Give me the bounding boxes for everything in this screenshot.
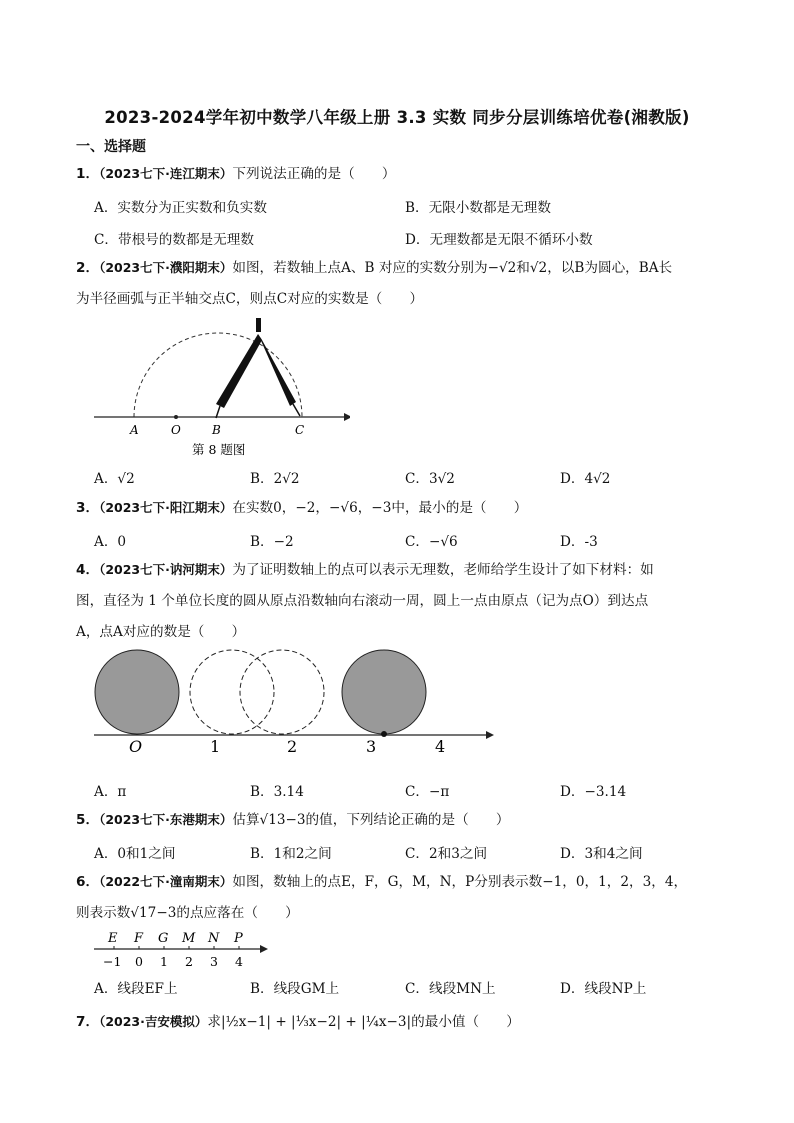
option-c[interactable]: C．2和3之间 xyxy=(405,846,488,862)
tick-label: 0 xyxy=(135,954,143,969)
tick-label: 3 xyxy=(210,954,218,969)
option-a[interactable]: A．实数分为正实数和负实数 xyxy=(94,200,267,216)
tick-label: 4 xyxy=(235,954,243,969)
question-3 xyxy=(76,492,720,524)
question-source: （2023·吉安模拟） xyxy=(99,1014,208,1029)
option-b[interactable]: B．−2 xyxy=(250,534,294,550)
question-number: 2． xyxy=(76,260,100,276)
point-p: P xyxy=(234,931,243,946)
question-text: 在实数0，−2，−√6，−3中，最小的是（ ） xyxy=(232,500,528,516)
options-q1 xyxy=(94,196,734,220)
section-heading: 一、选择题 xyxy=(76,139,146,155)
option-b[interactable]: B．2√2 xyxy=(250,471,300,487)
option-a[interactable]: A．√2 xyxy=(94,471,135,487)
question-text-line2: 图，直径为 1 个单位长度的圆从原点沿数轴向右滚动一周，圆上一点由原点（记为点O）到达点 xyxy=(76,593,649,609)
question-text-line3: A，点A对应的数是（ ） xyxy=(76,624,246,640)
point-e: E xyxy=(108,931,118,946)
option-b[interactable]: B．3.14 xyxy=(250,784,304,800)
question-text: 如图，若数轴上点A、B 对应的实数分别为 xyxy=(232,260,488,276)
question-number: 5． xyxy=(76,812,100,828)
question-number: 3． xyxy=(76,500,100,516)
question-4 xyxy=(76,554,726,648)
options-q1-row2 xyxy=(94,228,734,252)
option-d[interactable]: D．−3.14 xyxy=(560,784,627,800)
point-g: G xyxy=(158,931,169,946)
option-a[interactable]: A．0和1之间 xyxy=(94,846,176,862)
option-b[interactable]: B．无限小数都是无理数 xyxy=(405,200,551,216)
question-7 xyxy=(76,1006,720,1038)
option-c[interactable]: C．−π xyxy=(405,784,450,800)
point-f: F xyxy=(134,931,144,946)
option-d[interactable]: D．-3 xyxy=(560,534,598,550)
option-b[interactable]: B．线段GM上 xyxy=(250,981,340,997)
question-number: 6． xyxy=(76,874,100,890)
page-title: 2023-2024学年初中数学八年级上册 3.3 实数 同步分层训练培优卷(湘教版) xyxy=(104,108,690,127)
option-c[interactable]: C．线段MN上 xyxy=(405,981,496,997)
question-text: ，以B为圆心，BA长 xyxy=(547,260,673,276)
fig-label-c: C xyxy=(295,423,305,437)
option-a[interactable]: A．0 xyxy=(94,534,127,550)
question-text-line2: 为半径画弧与正半轴交点C，则点C对应的实数是（ ） xyxy=(76,291,424,307)
fig-label-3: 3 xyxy=(366,737,377,756)
question-source: （2022七下·潼南期末） xyxy=(99,874,233,889)
question-source: （2023七下·濮阳期末） xyxy=(99,260,233,275)
figure-rolling-circle xyxy=(90,648,500,760)
option-c[interactable]: C．−√6 xyxy=(405,534,458,550)
fig-label-o: O xyxy=(129,737,143,756)
question-1 xyxy=(76,158,720,190)
question-source: （2023七下·连江期末） xyxy=(99,166,233,181)
fig-label-o: O xyxy=(171,423,181,437)
option-c[interactable]: C．带根号的数都是无理数 xyxy=(94,232,254,248)
fig-label-4: 4 xyxy=(435,737,446,756)
point-n: N xyxy=(208,931,220,946)
option-d[interactable]: D．线段NP上 xyxy=(560,981,647,997)
point-m: M xyxy=(182,931,196,946)
question-text-and: 和 xyxy=(516,260,530,276)
question-text: 如图，数轴上的点E，F，G，M，N，P分别表示数−1，0，1，2，3，4， xyxy=(232,874,688,890)
option-c[interactable]: C．3√2 xyxy=(405,471,455,487)
options-q3 xyxy=(94,530,734,554)
question-text: 下列说法正确的是（ ） xyxy=(232,166,396,182)
option-d[interactable]: D．无理数都是无限不循环小数 xyxy=(405,232,593,248)
figure-number-line xyxy=(90,926,280,972)
tick-label: 2 xyxy=(185,954,193,969)
question-number: 1． xyxy=(76,166,100,182)
question-source: （2023七下·阳江期末） xyxy=(99,500,233,515)
question-source: （2023七下·东港期末） xyxy=(99,812,233,827)
question-text: 为了证明数轴上的点可以表示无理数，老师给学生设计了如下材料：如 xyxy=(232,562,654,578)
question-number: 7． xyxy=(76,1014,100,1030)
math-neg-root2: −√2 xyxy=(487,260,517,276)
fig-label-1: 1 xyxy=(210,737,221,756)
option-d[interactable]: D．3和4之间 xyxy=(560,846,643,862)
option-a[interactable]: A．π xyxy=(94,784,127,800)
fig-label-a: A xyxy=(130,423,139,437)
question-6 xyxy=(76,866,726,929)
question-text: 求|½x−1| + |⅓x−2| + |¼x−3|的最小值（ ） xyxy=(207,1014,520,1030)
options-q4 xyxy=(94,780,734,804)
options-q6 xyxy=(94,977,734,1001)
question-5 xyxy=(76,804,720,836)
figure-compass-arc xyxy=(90,312,350,462)
option-d[interactable]: D．4√2 xyxy=(560,471,611,487)
tick-label: −1 xyxy=(103,954,122,969)
question-2 xyxy=(76,252,720,315)
options-q5 xyxy=(94,842,734,866)
tick-label: 1 xyxy=(160,954,168,969)
question-source: （2023七下·讷河期末） xyxy=(99,562,233,577)
question-text-line2: 则表示数√17−3的点应落在（ ） xyxy=(76,905,299,921)
fig-label-2: 2 xyxy=(287,737,298,756)
option-a[interactable]: A．线段EF上 xyxy=(94,981,178,997)
option-b[interactable]: B．1和2之间 xyxy=(250,846,332,862)
options-q2 xyxy=(94,467,734,491)
question-text: 估算√13−3的值，下列结论正确的是（ ） xyxy=(232,812,510,828)
question-number: 4． xyxy=(76,562,100,578)
math-root2: √2 xyxy=(529,260,548,276)
fig-label-b: B xyxy=(212,423,221,437)
fig-caption: 第 8 题图 xyxy=(192,442,246,457)
